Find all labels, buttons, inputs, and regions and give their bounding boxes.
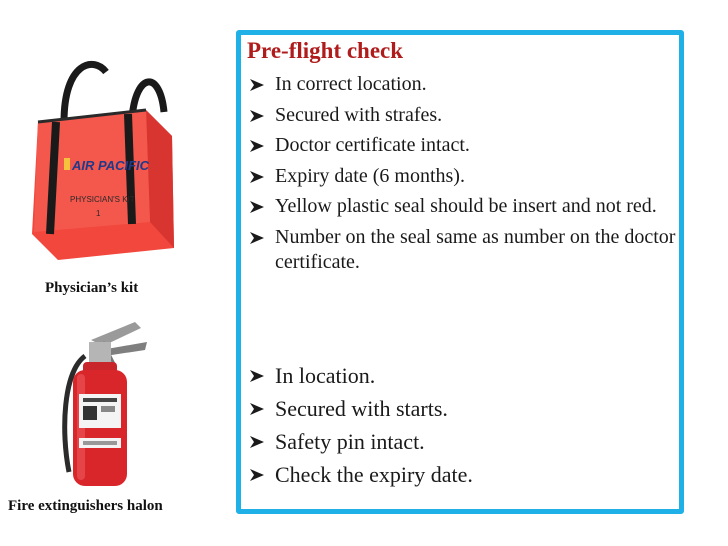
list-item-text: Secured with starts.	[275, 396, 448, 421]
fire-extinguisher-image	[55, 312, 165, 492]
bag-logo: AIR PACIFIC	[72, 158, 150, 173]
preflight-check-heading: Pre-flight check	[247, 38, 404, 63]
arrow-bullet-icon	[249, 109, 265, 123]
physicians-kit-image	[24, 52, 176, 264]
list-item	[247, 461, 677, 488]
list-item	[247, 428, 677, 455]
arrow-bullet-icon	[249, 402, 265, 416]
fire-extinguisher-caption: Fire extinguishers halon	[8, 498, 163, 514]
list-item	[247, 164, 677, 189]
arrow-bullet-icon	[249, 231, 265, 245]
arrow-bullet-icon	[249, 435, 265, 449]
fire-extinguisher-checklist	[247, 362, 677, 494]
list-item-text: Safety pin intact.	[275, 429, 425, 454]
preflight-check-box	[236, 30, 684, 514]
arrow-bullet-icon	[249, 468, 265, 482]
arrow-bullet-icon	[249, 170, 265, 184]
arrow-bullet-icon	[249, 139, 265, 153]
arrow-bullet-icon	[249, 369, 265, 383]
list-item	[247, 362, 677, 389]
list-item	[247, 133, 677, 158]
list-item	[247, 225, 677, 275]
list-item-text: Secured with strafes.	[275, 103, 443, 126]
bag-label-line2: 1	[96, 209, 101, 218]
list-item	[247, 395, 677, 422]
list-item-text: In location.	[275, 363, 376, 388]
physicians-kit-caption: Physician’s kit	[45, 280, 139, 296]
arrow-bullet-icon	[249, 200, 265, 214]
list-item-text: Expiry date (6 months).	[275, 164, 465, 187]
physicians-kit-checklist	[247, 72, 677, 280]
list-item-text: Doctor certificate intact.	[275, 134, 470, 156]
list-item-text: Yellow plastic seal should be insert and not red.	[275, 195, 657, 217]
list-item-text: Check the expiry date.	[275, 462, 473, 487]
arrow-bullet-icon	[249, 78, 265, 92]
bag-label-line1: PHYSICIAN'S KIT	[70, 195, 135, 204]
list-item	[247, 103, 677, 128]
list-item	[247, 72, 677, 97]
list-item	[247, 194, 677, 219]
list-item-text: In correct location.	[275, 73, 427, 95]
list-item-text: Number on the seal same as number on the doctor certificate.	[275, 225, 676, 273]
